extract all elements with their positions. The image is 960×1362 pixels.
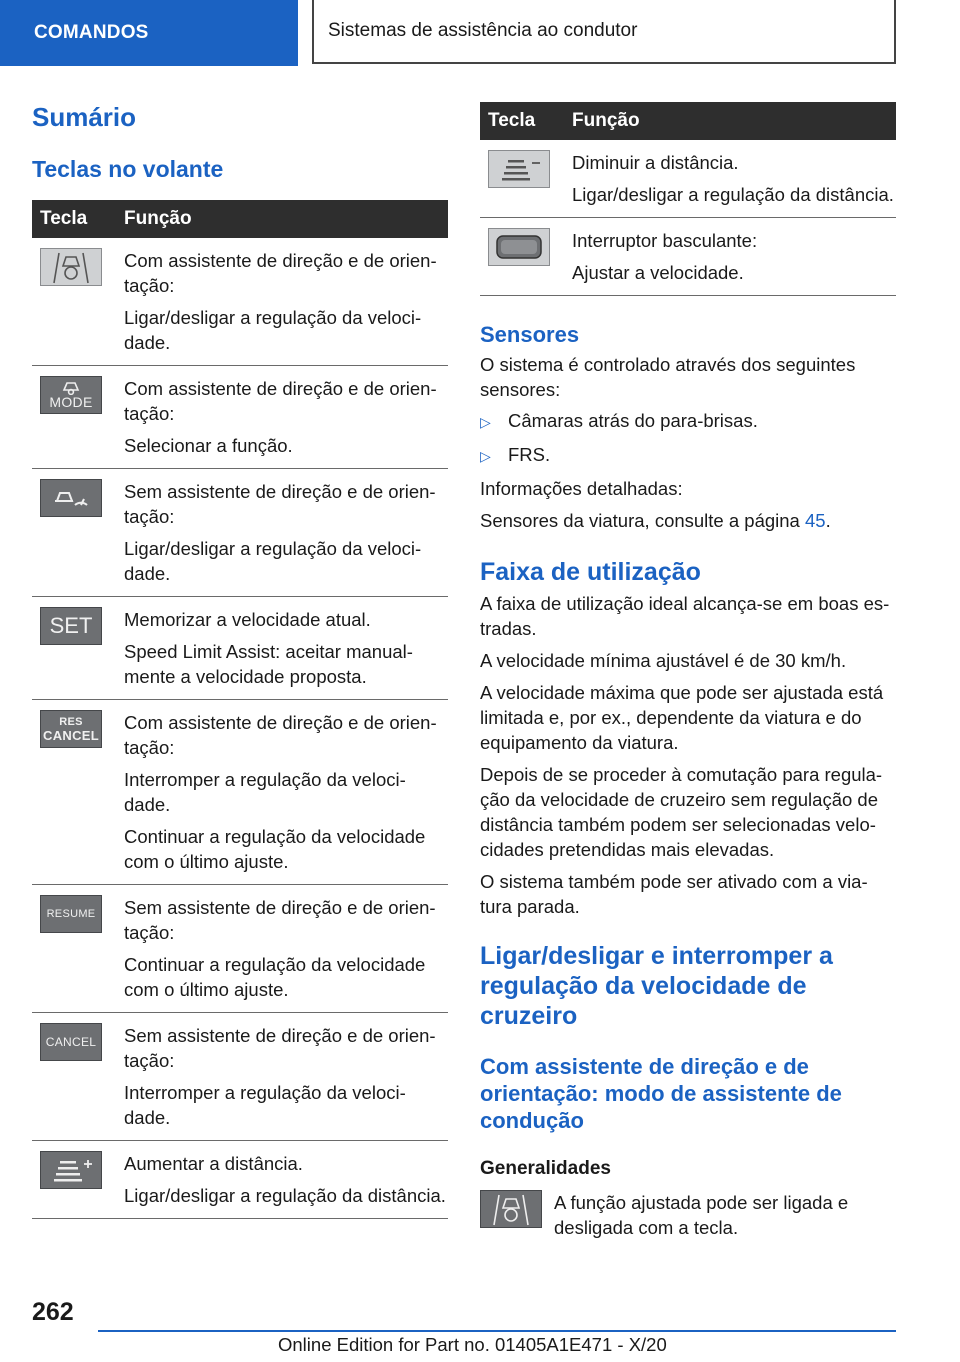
function-text: Com assistente de direção e de orien-tação:: [124, 712, 437, 758]
steering-keys-table: [32, 200, 448, 1219]
function-text: Interromper a regulação da veloci-dade.: [124, 1082, 406, 1128]
cancel-icon: [40, 1023, 102, 1061]
table-row: [32, 238, 448, 366]
table-row: [480, 140, 896, 218]
table-row: [32, 366, 448, 469]
function-text: Sem assistente de direção e de orien-tação:: [124, 897, 436, 943]
page-link[interactable]: 45: [805, 510, 826, 531]
table-row: [480, 218, 896, 296]
steering-keys-table-continued: [480, 102, 896, 296]
details-end: .: [825, 510, 831, 531]
summary-title: Sumário: [32, 102, 137, 132]
footer-divider: [98, 1330, 896, 1332]
general-text: A função ajustada pode ser ligada e desligada com a tecla.: [554, 1192, 849, 1238]
key-label: CANCEL: [45, 1035, 97, 1049]
function-text: Continuar a regulação da velocidade com o último ajuste.: [124, 826, 426, 872]
resume-icon: [40, 895, 102, 933]
bullet-triangle-icon: ▷: [480, 414, 491, 430]
distance-decrease-icon: [488, 150, 550, 188]
function-text: Ligar/desligar a regulação da distância.: [124, 1185, 446, 1206]
assist-mode-heading: Com assistente de direção e de orientação: modo de assistente de condução: [480, 1054, 842, 1133]
table-row: [32, 597, 448, 700]
paragraph: A velocidade máxima que pode ser ajustada está limitada e, por ex., dependente da viatura e do equipamento da viatura.: [480, 682, 884, 753]
function-text: Selecionar a função.: [124, 435, 293, 456]
details-reference: [480, 508, 896, 533]
steering-keys-title: Teclas no volante: [32, 156, 224, 182]
list-item: [480, 408, 896, 435]
table-header-row: [32, 200, 448, 238]
paragraph: Depois de se proceder à comutação para regula-ção da velocidade de cruzeiro sem regulação de distância também podem ser selecionadas velo-cidades pretendidas mais elevadas.: [480, 764, 883, 860]
general-block: [480, 1190, 896, 1240]
function-text: Sem assistente de direção e de orien-tação:: [124, 481, 436, 527]
table-row: [32, 1013, 448, 1141]
col-key-header: Tecla: [32, 200, 124, 238]
distance-increase-icon: [40, 1151, 102, 1189]
function-text: Diminuir a distância.: [572, 152, 739, 173]
paragraph: A velocidade mínima ajustável é de 30 km/h.: [480, 650, 847, 671]
key-label: RES: [59, 716, 83, 728]
key-label: MODE: [49, 394, 93, 410]
function-text: Memorizar a velocidade atual.: [124, 609, 371, 630]
list-item-text: FRS.: [508, 444, 551, 465]
key-label: CANCEL: [43, 728, 99, 743]
function-text: Continuar a regulação da velocidade com o último ajuste.: [124, 954, 426, 1000]
function-text: Com assistente de direção e de orien-tação:: [124, 378, 437, 424]
table-row: [32, 1141, 448, 1219]
section-label: COMANDOS: [34, 22, 149, 43]
function-text: Interruptor basculante:: [572, 230, 758, 251]
chapter-header: [312, 0, 896, 64]
sensors-intro: O sistema é controlado através dos seguintes sensores:: [480, 354, 856, 400]
col-key-header: Tecla: [480, 102, 572, 140]
page-number: 262: [32, 1298, 74, 1326]
list-item-text: Câmaras atrás do para-brisas.: [508, 410, 758, 431]
cruise-control-icon: [40, 479, 102, 517]
right-column: [480, 102, 896, 1240]
bullet-triangle-icon: ▷: [480, 448, 491, 464]
function-text: Aumentar a distância.: [124, 1153, 303, 1174]
set-icon: [40, 607, 102, 645]
steering-assist-mode-icon: [40, 376, 102, 414]
details-label: Informações detalhadas:: [480, 478, 683, 499]
section-tab: [0, 0, 298, 66]
table-row: [32, 885, 448, 1013]
sensors-heading: Sensores: [480, 322, 580, 347]
key-label: SET: [49, 613, 93, 638]
chapter-title: Sistemas de assistência ao condutor: [328, 20, 638, 41]
function-text: Ajustar a velocidade.: [572, 262, 744, 283]
rocker-switch-icon: [488, 228, 550, 266]
paragraph: A faixa de utilização ideal alcança-se em boas es-tradas.: [480, 593, 890, 639]
function-text: Speed Limit Assist: aceitar manual-mente a velocidade proposta.: [124, 641, 413, 687]
edition-text: Online Edition for Part no. 01405A1E471 - X/20: [278, 1334, 667, 1355]
col-function-header: Função: [124, 200, 448, 238]
function-text: Ligar/desligar a regulação da distância.: [572, 184, 894, 205]
usage-range-heading: Faixa de utilização: [480, 558, 701, 586]
list-item: [480, 442, 896, 469]
paragraph: O sistema também pode ser ativado com a via-tura parada.: [480, 871, 868, 917]
general-heading: Generalidades: [480, 1158, 611, 1179]
switch-heading: Ligar/desligar e interromper a regulação da velocidade de cruzeiro: [480, 942, 833, 1030]
left-column: [32, 100, 448, 1219]
steering-assist-icon: [480, 1190, 542, 1228]
table-header-row: [480, 102, 896, 140]
function-text: Interromper a regulação da veloci-dade.: [124, 769, 406, 815]
col-function-header: Função: [572, 102, 896, 140]
steering-assist-limit-icon: [40, 248, 102, 286]
function-text: Ligar/desligar a regulação da veloci-dade.: [124, 538, 422, 584]
table-row: [32, 469, 448, 597]
res-cancel-icon: [40, 710, 102, 748]
key-label: RESUME: [46, 908, 96, 920]
table-row: [32, 700, 448, 885]
details-text: Sensores da viatura, consulte a página: [480, 510, 800, 531]
function-text: Com assistente de direção e de orien-tação:: [124, 250, 437, 296]
function-text: Sem assistente de direção e de orien-tação:: [124, 1025, 436, 1071]
function-text: Ligar/desligar a regulação da veloci-dade.: [124, 307, 422, 353]
